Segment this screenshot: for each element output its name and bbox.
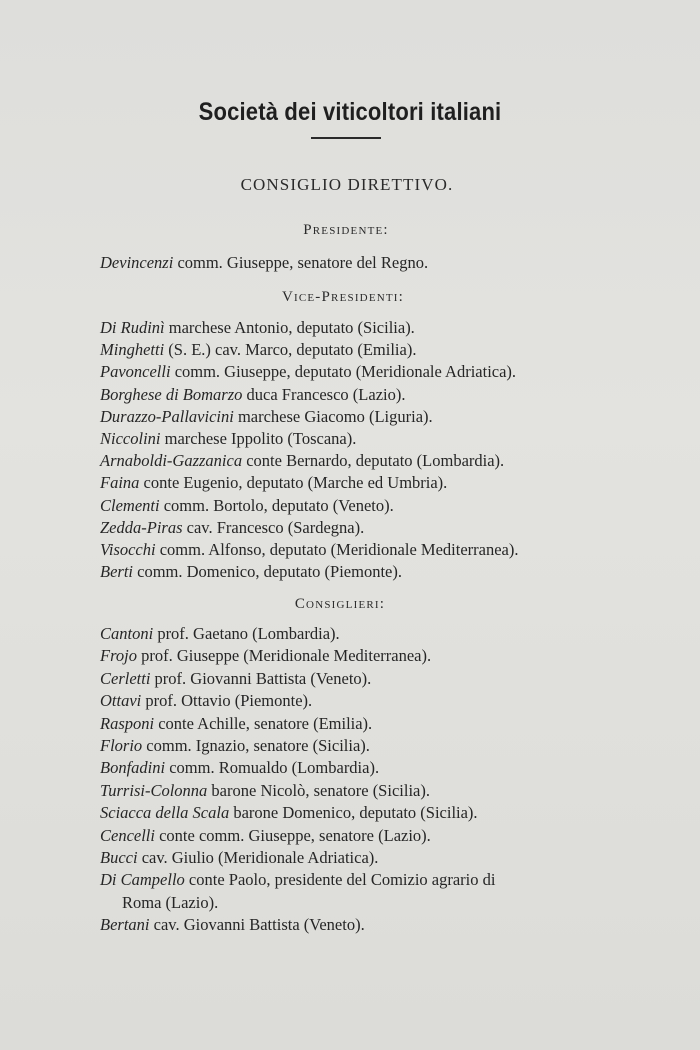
consigliere-name: Turrisi-Colonna	[100, 780, 208, 800]
consigliere-entry	[100, 714, 372, 734]
vice-presidente-name: Zedda-Piras	[100, 517, 183, 537]
consigliere-name: Frojo	[100, 646, 137, 666]
title-rule	[311, 137, 381, 139]
vice-presidente-details: comm. Bortolo, deputato (Veneto).	[159, 495, 394, 515]
vice-presidente-entry	[100, 407, 433, 427]
vice-presidente-details: marchese Giacomo (Liguria).	[233, 406, 433, 426]
vice-presidente-details: (S. E.) cav. Marco, deputato (Emilia).	[164, 340, 417, 360]
vice-presidente-entry	[100, 318, 415, 338]
consigliere-name: Cerletti	[100, 668, 151, 688]
presidente-name: Devincenzi	[100, 253, 174, 272]
vice-presidente-entry	[100, 340, 416, 360]
vice-presidente-name: Di Rudinì	[100, 318, 165, 337]
presidente-entry	[100, 253, 428, 273]
consigliere-entry	[100, 736, 370, 756]
vice-presidente-details: conte Eugenio, deputato (Marche ed Umbria).	[139, 473, 448, 493]
vice-presidente-entry	[100, 518, 364, 538]
vice-presidente-name: Pavoncelli	[100, 362, 171, 382]
consigliere-name: Florio	[100, 736, 143, 755]
consigliere-details: cav. Giovanni Battista (Veneto).	[149, 915, 365, 935]
vice-presidente-entry	[100, 562, 402, 582]
vice-presidente-details: duca Francesco (Lazio).	[242, 384, 406, 404]
consigliere-name: Rasponi	[100, 713, 155, 733]
consigliere-details-continuation: Roma (Lazio).	[122, 892, 219, 912]
vice-presidente-name: Visocchi	[100, 540, 156, 559]
vice-presidente-details: marchese Antonio, deputato (Sicilia).	[164, 318, 415, 337]
consigliere-entry	[100, 848, 378, 868]
consigliere-details: prof. Giovanni Battista (Veneto).	[150, 668, 372, 688]
vice-presidente-details: conte Bernardo, deputato (Lombardia).	[242, 451, 505, 471]
vice-presidente-name: Borghese di Bomarzo	[100, 384, 243, 404]
consigliere-name: Bertani	[100, 915, 150, 935]
consigliere-name: Cencelli	[100, 825, 155, 845]
consigliere-name: Bonfadini	[100, 758, 166, 778]
consigliere-details: conte Paolo, presidente del Comizio agrario di	[184, 870, 496, 890]
consigliere-entry	[100, 870, 495, 890]
presidente-details: comm. Giuseppe, senatore del Regno.	[173, 253, 429, 272]
vice-presidente-details: marchese Ippolito (Toscana).	[160, 429, 357, 448]
vice-presidente-entry	[100, 540, 518, 560]
consigliere-name: Bucci	[100, 848, 138, 867]
consigliere-details: comm. Romualdo (Lombardia).	[165, 758, 380, 778]
vice-presidente-entry	[100, 496, 394, 516]
presidente-heading: Presidente:	[303, 222, 389, 238]
consigliere-name: Ottavi	[100, 691, 142, 711]
consigliere-name: Cantoni	[100, 624, 154, 643]
consigliere-details: prof. Giuseppe (Meridionale Mediterranea).	[136, 646, 432, 666]
vice-presidente-name: Niccolini	[100, 429, 161, 448]
vice-presidente-details: comm. Alfonso, deputato (Meridionale Mediterranea).	[155, 540, 519, 559]
vice-presidente-details: comm. Giuseppe, deputato (Meridionale Adriatica).	[170, 362, 517, 382]
consigliere-details: prof. Ottavio (Piemonte).	[141, 691, 313, 711]
consiglio-heading: CONSIGLIO DIRETTIVO.	[240, 175, 454, 194]
consigliere-entry	[100, 915, 365, 935]
consigliere-entry	[100, 646, 431, 666]
vice-presidente-details: comm. Domenico, deputato (Piemonte).	[133, 562, 402, 582]
vice-presidente-name: Berti	[100, 562, 133, 582]
consigliere-entry	[100, 758, 379, 778]
consigliere-entry	[100, 826, 431, 846]
vice-presidente-name: Arnaboldi-Gazzanica	[100, 451, 243, 471]
vice-presidente-entry	[100, 385, 405, 405]
consigliere-entry	[100, 803, 478, 823]
consigliere-entry	[100, 781, 430, 801]
vice-presidente-name: Clementi	[100, 495, 160, 515]
consigliere-details: cav. Giulio (Meridionale Adriatica).	[137, 848, 379, 867]
vice-presidenti-heading: Vice-Presidenti:	[281, 289, 405, 305]
consigliere-entry	[100, 624, 340, 644]
page-title: Società dei viticoltori italiani	[198, 98, 502, 126]
consigliere-details: prof. Gaetano (Lombardia).	[153, 624, 340, 643]
consigliere-name: Sciacca della Scala	[100, 803, 230, 823]
consigliere-details: barone Nicolò, senatore (Sicilia).	[207, 780, 430, 800]
consigliere-name: Di Campello	[100, 870, 185, 890]
consiglieri-heading: Consiglieri:	[294, 596, 386, 612]
consigliere-details: conte comm. Giuseppe, senatore (Lazio).	[154, 825, 431, 845]
vice-presidente-details: cav. Francesco (Sardegna).	[182, 517, 365, 537]
vice-presidente-name: Faina	[100, 473, 140, 493]
vice-presidente-entry	[100, 451, 504, 471]
consigliere-details: conte Achille, senatore (Emilia).	[154, 713, 373, 733]
consigliere-entry	[100, 691, 312, 711]
vice-presidente-entry	[100, 429, 356, 449]
consigliere-details: barone Domenico, deputato (Sicilia).	[229, 803, 478, 823]
vice-presidente-entry	[100, 473, 447, 493]
vice-presidente-name: Minghetti	[100, 340, 165, 360]
vice-presidente-entry	[100, 362, 516, 382]
consigliere-details: comm. Ignazio, senatore (Sicilia).	[142, 736, 370, 755]
consigliere-entry	[100, 669, 371, 689]
vice-presidente-name: Durazzo-Pallavicini	[100, 406, 234, 426]
